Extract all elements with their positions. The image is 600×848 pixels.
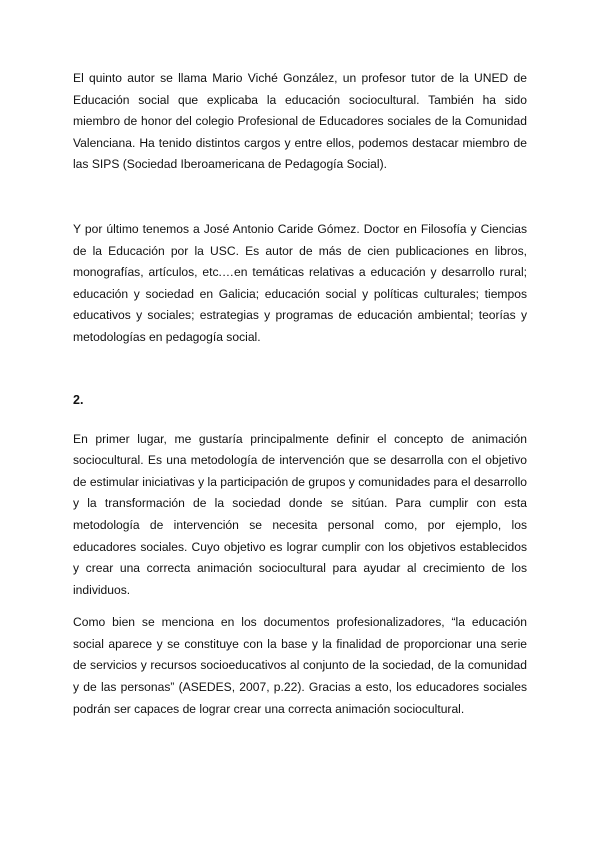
document-page	[73, 68, 527, 720]
paragraph-author-vichè: El quinto autor se llama Mario Viché González, un profesor tutor de la UNED de Educación social que explicaba la educación sociocultural. También ha sido miembro de honor del colegio Profesional de Educadores sociales de la Comunidad Valenciana. Ha tenido distintos cargos y entre ellos, podemos destacar miembro de las SIPS (Sociedad Iberoamericana de Pedagogía Social).	[73, 71, 527, 172]
paragraph-author-caride: Y por último tenemos a José Antonio Caride Gómez. Doctor en Filosofía y Ciencias de la Educación por la USC. Es autor de más de cien publicaciones en libros, monografías, artículos, etc.…en temáticas relativas a educación y desarrollo rural; educación y sociedad en Galicia; educación social y políticas culturales; tiempos educativos y sociales; estrategias y programas de educación ambiental; teorías y metodologías en pedagogía social.	[73, 221, 527, 344]
section-heading: 2.	[73, 392, 84, 407]
paragraph-documentos-profesionalizadores: Como bien se menciona en los documentos profesionalizadores, “la educación social aparece y se constituye con la base y la finalidad de proporcionar una serie de servicios y recursos socioeducativos al conjunto de la sociedad, de la comunidad y de las personas” (ASEDES, 2007, p.22). Gracias a esto, los educadores sociales podrán ser capaces de lograr crear una correcta animación sociocultural.	[73, 615, 527, 716]
paragraph-animacion-definicion: En primer lugar, me gustaría principalmente definir el concepto de animación sociocultural. Es una metodología de intervención que se desarrolla con el objetivo de estimular iniciativas y la participación de grupos y comunidades para el desarrollo y la transformación de la sociedad donde se sitúan. Para cumplir con esta metodología de intervención se necesita personal como, por ejemplo, los educadores sociales. Cuyo objetivo es lograr cumplir con los objetivos establecidos y crear una correcta animación sociocultural para ayudar al crecimiento de los individuos.	[73, 431, 527, 597]
